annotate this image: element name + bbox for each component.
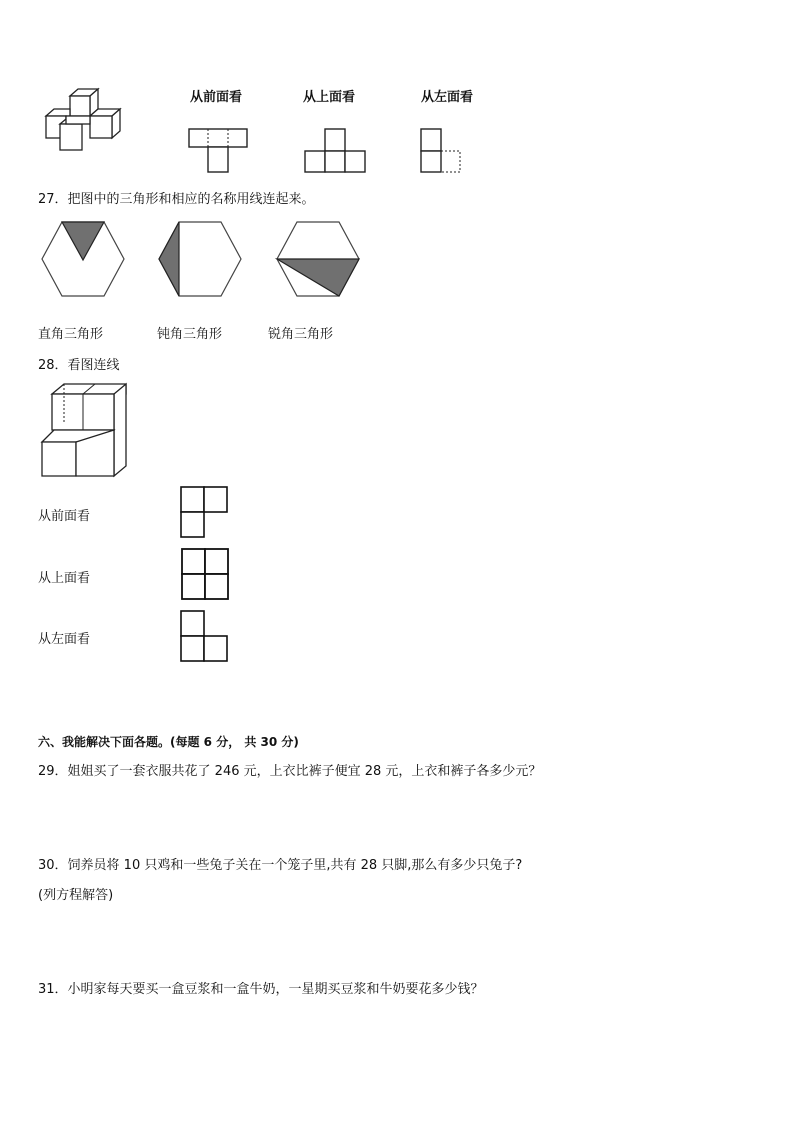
q26-top-view-figure: [304, 128, 366, 174]
hexagon-shaded-middle: [275, 220, 361, 298]
triangle-name-acute: 锐角三角形: [268, 327, 334, 342]
q29-text: 29．姐姐买了一套衣服共花了 246 元，上衣比裤子便宜 28 元，上衣和裤子各多少元？: [38, 764, 542, 779]
hexagon-shaded-top: [40, 220, 126, 298]
q28-solid-figure: [40, 382, 130, 478]
triangle-name-right: 直角三角形: [38, 327, 104, 342]
q31-text: 31．小明家每天要买一盒豆浆和一盒牛奶，一星期买豆浆和牛奶要花多少钱？: [38, 982, 484, 997]
triangle-name-obtuse: 钝角三角形: [157, 327, 223, 342]
q28-view-label-front: 从前面看: [38, 509, 91, 524]
q28-view-option-3: [180, 610, 230, 664]
q26-left-view-figure: [420, 128, 466, 174]
q28-view-label-top: 从上面看: [38, 571, 91, 586]
q28-view-option-2: [181, 548, 231, 602]
q28-view-option-1: [180, 486, 230, 540]
cube-stack-figure: [40, 84, 136, 154]
q28-prompt: 28．看图连线: [38, 358, 120, 373]
q26-view-label-front: 从前面看: [190, 90, 243, 105]
q26-view-label-left: 从左面看: [421, 90, 474, 105]
q30-text: 30．饲养员将 10 只鸡和一些兔子关在一个笼子里,共有 28 只脚,那么有多少只兔子?: [38, 858, 523, 873]
q26-view-label-top: 从上面看: [303, 90, 356, 105]
q28-view-label-left: 从左面看: [38, 632, 91, 647]
q30-note: (列方程解答): [38, 888, 114, 903]
q26-front-view-figure: [188, 128, 248, 174]
hexagon-shaded-left: [157, 220, 243, 298]
q27-prompt: 27．把图中的三角形和相应的名称用线连起来。: [38, 192, 315, 207]
section-6-title: 六、我能解决下面各题。(每题 6 分， 共 30 分): [38, 735, 299, 749]
